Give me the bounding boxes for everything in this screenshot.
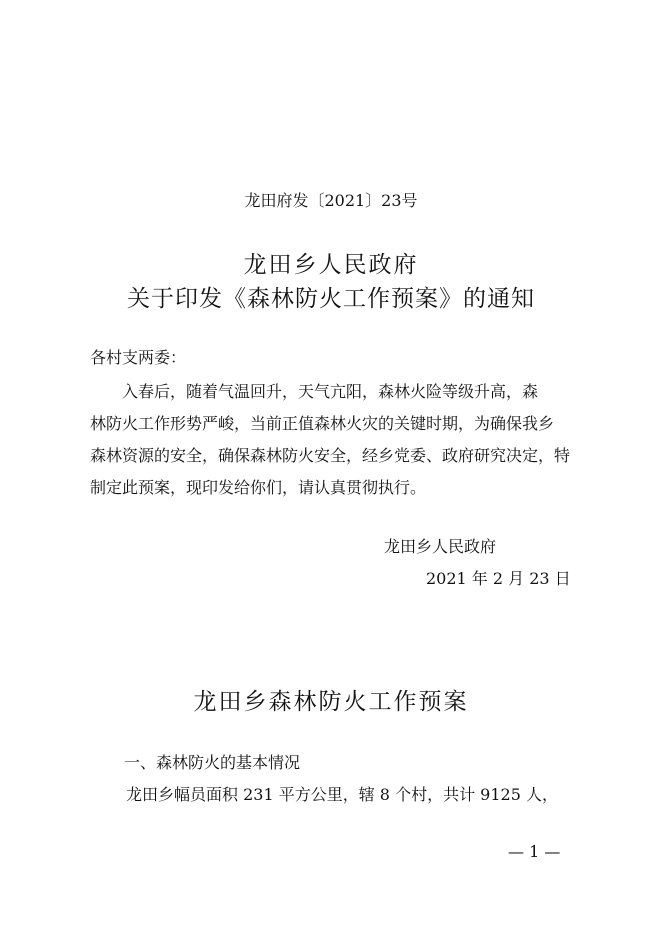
notice-body-paragraph	[90, 376, 580, 504]
body-line: 入春后，随着气温回升，天气亢阳，森林火险等级升高，森	[90, 382, 539, 401]
section1-text: 龙田乡幅员面积 231 平方公里，辖 8 个村，共计 9125 人，	[126, 785, 558, 804]
plan-title: 龙田乡森林防火工作预案	[193, 689, 469, 715]
salutation: 各村支两委：	[90, 348, 187, 367]
signature-organization: 龙田乡人民政府	[384, 537, 497, 556]
body-line: 制定此预案，现印发给你们，请认真贯彻执行。	[90, 478, 427, 497]
notice-title-line2: 关于印发《森林防火工作预案》的通知	[127, 286, 535, 312]
body-line: 林防火工作形势严峻，当前正值森林火灾的关键时期，为确保我乡	[90, 414, 555, 433]
document-number: 龙田府发〔2021〕23号	[244, 191, 418, 210]
section1-heading: 一、森林防火的基本情况	[124, 753, 301, 772]
body-line: 森林资源的安全，确保森林防火安全，经乡党委、政府研究决定，特	[90, 446, 571, 465]
signature-date: 2021 年 2 月 23 日	[426, 569, 571, 588]
notice-title-line1: 龙田乡人民政府	[243, 252, 419, 278]
page-number: — 1 —	[508, 842, 561, 861]
